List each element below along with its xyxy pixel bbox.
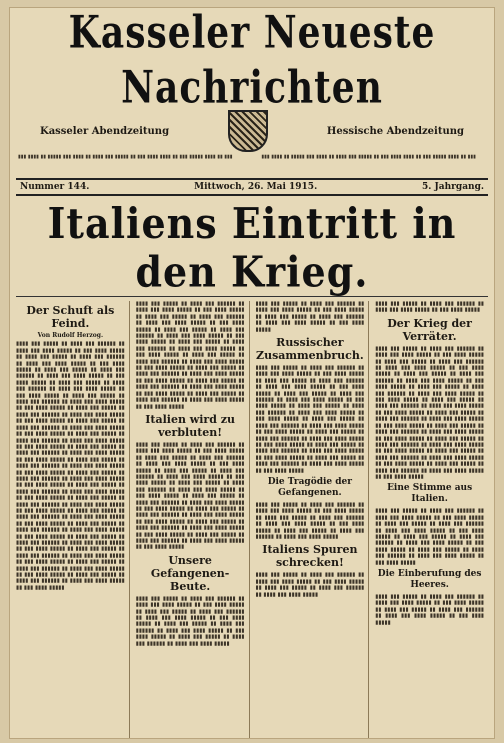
issue-number: Nummer 144. (20, 182, 90, 192)
article-title: Der Schuft als Feind. (26, 304, 115, 330)
column-4: ▮▮▮▮ ▮▮▮ ▮▮▮▮▮ ▮▮ ▮▮▮▮ ▮▮▮ ▮▮▮▮▮▮ ▮▮ ▮▮▮▮ ▮▮▮ ▮▮▮▮ ▮▮▮▮▮ ▮▮ ▮▮▮ ▮▮▮▮ ▮▮▮▮▮ Der Krieg der Verräter. ▮▮▮▮ ▮▮▮ ▮▮▮▮▮ ▮▮ ▮▮▮▮ ▮▮▮ ▮▮▮▮▮▮ ▮▮ ▮▮▮▮ ▮▮▮ ▮▮▮▮ ▮▮▮▮▮ ▮▮ ▮▮▮ ▮▮▮▮ ▮▮▮▮▮ ▮▮ ▮▮▮▮ ▮▮▮ ▮▮▮▮▮ ▮▮ ▮▮▮▮ ▮▮▮ ▮▮▮▮▮▮ ▮▮ ▮▮▮▮ ▮▮▮ ▮▮▮▮ ▮▮▮▮▮ ▮▮ ▮▮▮ ▮▮▮▮ ▮▮▮▮▮ ▮▮ ▮▮▮▮ ▮▮▮ ▮▮▮▮▮ ▮▮ ▮▮▮▮ ▮▮▮ ▮▮▮▮▮▮ ▮▮ ▮▮▮▮ ▮▮▮ ▮▮▮▮ ▮▮▮▮▮ ▮▮ ▮▮▮ ▮▮▮▮ ▮▮▮▮▮ ▮▮ ▮▮▮▮ ▮▮▮ ▮▮▮▮▮ ▮▮ ▮▮▮▮ ▮▮▮ ▮▮▮▮▮▮ ▮▮ ▮▮▮▮ ▮▮▮ ▮▮▮▮ ▮▮▮▮▮ ▮▮ ▮▮▮ ▮▮▮▮ ▮▮▮▮▮ ▮▮ ▮▮▮▮ ▮▮▮ ▮▮▮▮▮ ▮▮ ▮▮▮▮ ▮▮▮ ▮▮▮▮▮▮ ▮▮ ▮▮▮▮ ▮▮▮ ▮▮▮▮ ▮▮▮▮▮ ▮▮ ▮▮▮ ▮▮▮▮ ▮▮▮▮▮ ▮▮ ▮▮▮▮ ▮▮▮ ▮▮▮▮▮ ▮▮ ▮▮▮▮ ▮▮▮ ▮▮▮▮▮▮ ▮▮ ▮▮▮▮ ▮▮▮ ▮▮▮▮ ▮▮▮▮▮ ▮▮ ▮▮▮ ▮▮▮▮ ▮▮▮▮▮ ▮▮ ▮▮▮▮ ▮▮▮ ▮▮▮▮▮ ▮▮ ▮▮▮▮ ▮▮▮ ▮▮▮▮▮▮ ▮▮ ▮▮▮▮ ▮▮▮ ▮▮▮▮ ▮▮▮▮▮ ▮▮ ▮▮▮ ▮▮▮▮ ▮▮▮▮▮ ▮▮ ▮▮▮▮ ▮▮▮ ▮▮▮▮▮ ▮▮ ▮▮▮▮ ▮▮▮ ▮▮▮▮▮▮ ▮▮ ▮▮▮▮ ▮▮▮ ▮▮▮▮ ▮▮▮▮▮ ▮▮ ▮▮▮ ▮▮▮▮ ▮▮▮▮▮ ▮▮ ▮▮▮▮ ▮▮▮ ▮▮▮▮▮ ▮▮ ▮▮▮▮ ▮▮▮ ▮▮▮▮▮▮ ▮▮ ▮▮▮▮ ▮▮▮ ▮▮▮▮ ▮▮▮▮▮ ▮▮ ▮▮▮ ▮▮▮▮ ▮▮▮▮▮ ▮▮ ▮▮▮▮ ▮▮▮ ▮▮▮▮▮ ▮▮ ▮▮▮▮ ▮▮▮ ▮▮▮▮▮▮ ▮▮ ▮▮▮▮ ▮▮▮ ▮▮▮▮ ▮▮▮▮▮ ▮▮ ▮▮▮ ▮▮▮▮ ▮▮▮▮▮ Eine Stimme aus Italien. ▮▮▮▮ ▮▮▮ ▮▮▮▮▮ ▮▮ ▮▮▮▮ ▮▮▮ ▮▮▮▮▮▮ ▮▮ ▮▮▮▮ ▮▮▮ ▮▮▮▮ ▮▮▮▮▮ ▮▮ ▮▮▮ ▮▮▮▮ ▮▮▮▮▮ ▮▮ ▮▮▮▮ ▮▮▮ ▮▮▮▮▮ ▮▮ ▮▮▮▮ ▮▮▮ ▮▮▮▮▮▮ ▮▮ ▮▮▮▮ ▮▮▮ ▮▮▮▮ ▮▮▮▮▮ ▮▮ ▮▮▮ ▮▮▮▮ ▮▮▮▮▮ ▮▮ ▮▮▮▮ ▮▮▮ ▮▮▮▮▮ ▮▮ ▮▮▮▮ ▮▮▮ ▮▮▮▮▮▮ ▮▮ ▮▮▮▮ ▮▮▮ ▮▮▮▮ ▮▮▮▮▮ ▮▮ ▮▮▮ ▮▮▮▮ ▮▮▮▮▮ ▮▮ ▮▮▮▮ ▮▮▮ ▮▮▮▮▮ ▮▮ ▮▮▮▮ ▮▮▮ ▮▮▮▮▮▮ ▮▮ ▮▮▮▮ ▮▮▮ ▮▮▮▮ ▮▮▮▮▮ ▮▮ ▮▮▮ ▮▮▮▮ ▮▮▮▮▮ Die Einberufung des Heeres. ▮▮▮▮ ▮▮▮ ▮▮▮▮▮ ▮▮ ▮▮▮▮ ▮▮▮ ▮▮▮▮▮▮ ▮▮ ▮▮▮▮ ▮▮▮ ▮▮▮▮ ▮▮▮▮▮ ▮▮ ▮▮▮ ▮▮▮▮ ▮▮▮▮▮ ▮▮ ▮▮▮▮ ▮▮▮ ▮▮▮▮▮ ▮▮ ▮▮▮▮ ▮▮▮ ▮▮▮▮▮▮ ▮▮ ▮▮▮▮ ▮▮▮ ▮▮▮▮ ▮▮▮▮▮ ▮▮ ▮▮▮ ▮▮▮▮ ▮▮▮▮▮ (375, 301, 484, 626)
masthead-info: ▮▮▮ ▮▮▮▮ ▮▮ ▮▮▮▮▮ ▮▮▮ ▮▮▮▮ ▮▮ ▮▮▮▮ ▮▮▮ ▮▮▮▮▮ ▮▮ ▮▮▮ ▮▮▮▮ ▮▮▮▮ ▮▮ ▮▮▮ ▮▮▮▮▮ ▮▮▮▮ ▮▮ ▮▮▮ ▮▮▮ ▮▮▮▮ ▮▮ ▮▮▮▮▮ ▮▮▮ ▮▮▮▮ ▮▮ ▮▮▮▮ ▮▮▮ ▮▮▮▮▮ ▮▮ ▮▮▮ ▮▮▮▮ ▮▮▮▮ ▮▮ ▮▮▮ ▮▮▮▮▮ ▮▮▮▮ ▮▮ ▮▮▮ (18, 154, 476, 160)
article-title: Italiens Spuren schrecken! (262, 543, 358, 570)
dateline (16, 178, 488, 196)
article-title: Der Krieg der Verräter. (387, 316, 472, 343)
subtitle-right: Hessische Abendzeitung (326, 125, 464, 137)
article-body: ▮▮▮▮ ▮▮▮ ▮▮▮▮▮ ▮▮ ▮▮▮▮ ▮▮▮ ▮▮▮▮▮▮ ▮▮ ▮▮▮▮ ▮▮▮ ▮▮▮▮ ▮▮▮▮▮ ▮▮ ▮▮▮ ▮▮▮▮ ▮▮▮▮▮ ▮▮ ▮▮▮▮ ▮▮▮ ▮▮▮▮▮ ▮▮ ▮▮▮▮ ▮▮▮ ▮▮▮▮▮▮ ▮▮ ▮▮▮▮ ▮▮▮ ▮▮▮▮ ▮▮▮▮▮ ▮▮ ▮▮▮ ▮▮▮▮ ▮▮▮▮▮ ▮▮ ▮▮▮▮ ▮▮▮ ▮▮▮▮▮ ▮▮ ▮▮▮▮ ▮▮▮ ▮▮▮▮▮▮ ▮▮ ▮▮▮▮ ▮▮▮ ▮▮▮▮ ▮▮▮▮▮ ▮▮ ▮▮▮ ▮▮▮▮ ▮▮▮▮▮ ▮▮ ▮▮▮▮ ▮▮▮ ▮▮▮▮▮ ▮▮ ▮▮▮▮ ▮▮▮ ▮▮▮▮▮▮ ▮▮ ▮▮▮▮ ▮▮▮ ▮▮▮▮ ▮▮▮▮▮ ▮▮ ▮▮▮ ▮▮▮▮ ▮▮▮▮▮ ▮▮ ▮▮▮▮ ▮▮▮ ▮▮▮▮▮ ▮▮ ▮▮▮▮ ▮▮▮ ▮▮▮▮▮▮ ▮▮ ▮▮▮▮ ▮▮▮ ▮▮▮▮ ▮▮▮▮▮ ▮▮ ▮▮▮ ▮▮▮▮ ▮▮▮▮▮ ▮▮ ▮▮▮▮ ▮▮▮ ▮▮▮▮▮ ▮▮ ▮▮▮▮ ▮▮▮ ▮▮▮▮▮▮ ▮▮ ▮▮▮▮ ▮▮▮ ▮▮▮▮ ▮▮▮▮▮ ▮▮ ▮▮▮ ▮▮▮▮ ▮▮▮▮▮ ▮▮ ▮▮▮▮ ▮▮▮ ▮▮▮▮▮ ▮▮ ▮▮▮▮ ▮▮▮ ▮▮▮▮▮▮ ▮▮ ▮▮▮▮ ▮▮▮ ▮▮▮▮ ▮▮▮▮▮ ▮▮ ▮▮▮ ▮▮▮▮ ▮▮▮▮▮ ▮▮ ▮▮▮▮ ▮▮▮ ▮▮▮▮▮ ▮▮ ▮▮▮▮ ▮▮▮ ▮▮▮▮▮▮ ▮▮ ▮▮▮▮ ▮▮▮ ▮▮▮▮ ▮▮▮▮▮ ▮▮ ▮▮▮ ▮▮▮▮ ▮▮▮▮▮ ▮▮ ▮▮▮▮ ▮▮▮ ▮▮▮▮▮ ▮▮ ▮▮▮▮ ▮▮▮ ▮▮▮▮▮▮ ▮▮ ▮▮▮▮ ▮▮▮ ▮▮▮▮ ▮▮▮▮▮ ▮▮ ▮▮▮ ▮▮▮▮ ▮▮▮▮▮ ▮▮ ▮▮▮▮ ▮▮▮ ▮▮▮▮▮ ▮▮ ▮▮▮▮ ▮▮▮ ▮▮▮▮▮▮ ▮▮ ▮▮▮▮ ▮▮▮ ▮▮▮▮ ▮▮▮▮▮ ▮▮ ▮▮▮ ▮▮▮▮ ▮▮▮▮▮ ▮▮ ▮▮▮▮ ▮▮▮ ▮▮▮▮▮ ▮▮ ▮▮▮▮ ▮▮▮ ▮▮▮▮▮▮ ▮▮ ▮▮▮▮ ▮▮▮ ▮▮▮▮ ▮▮▮▮▮ ▮▮ ▮▮▮ ▮▮▮▮ ▮▮▮▮▮ ▮▮ ▮▮▮▮ ▮▮▮ ▮▮▮▮▮ ▮▮ ▮▮▮▮ ▮▮▮ ▮▮▮▮▮▮ ▮▮ ▮▮▮▮ ▮▮▮ ▮▮▮▮ ▮▮▮▮▮ ▮▮ ▮▮▮ ▮▮▮▮ ▮▮▮▮▮ ▮▮ ▮▮▮▮ ▮▮▮ ▮▮▮▮▮ ▮▮ ▮▮▮▮ ▮▮▮ ▮▮▮▮▮▮ ▮▮ ▮▮▮▮ ▮▮▮ ▮▮▮▮ ▮▮▮▮▮ ▮▮ ▮▮▮ ▮▮▮▮ ▮▮▮▮▮ ▮▮ ▮▮▮▮ ▮▮▮ ▮▮▮▮▮ ▮▮ ▮▮▮▮ ▮▮▮ ▮▮▮▮▮▮ ▮▮ ▮▮▮▮ ▮▮▮ ▮▮▮▮ ▮▮▮▮▮ ▮▮ ▮▮▮ ▮▮▮▮ ▮▮▮▮▮ ▮▮ ▮▮▮▮ ▮▮▮ ▮▮▮▮▮ ▮▮ ▮▮▮▮ ▮▮▮ ▮▮▮▮▮▮ ▮▮ ▮▮▮▮ ▮▮▮ ▮▮▮▮ ▮▮▮▮▮ ▮▮ ▮▮▮ ▮▮▮▮ ▮▮▮▮▮ ▮▮ ▮▮▮▮ ▮▮▮ ▮▮▮▮▮ ▮▮ ▮▮▮▮ ▮▮▮ ▮▮▮▮▮▮ ▮▮ ▮▮▮▮ ▮▮▮ ▮▮▮▮ ▮▮▮▮▮ ▮▮ ▮▮▮ ▮▮▮▮ ▮▮▮▮▮ ▮▮ ▮▮▮▮ ▮▮▮ ▮▮▮▮▮ ▮▮ ▮▮▮▮ ▮▮▮ ▮▮▮▮▮▮ ▮▮ ▮▮▮▮ ▮▮▮ ▮▮▮▮ ▮▮▮▮▮ ▮▮ ▮▮▮ ▮▮▮▮ ▮▮▮▮▮ ▮▮ ▮▮▮▮ ▮▮▮ ▮▮▮▮▮ ▮▮ ▮▮▮▮ ▮▮▮ ▮▮▮▮▮▮ ▮▮ ▮▮▮▮ ▮▮▮ ▮▮▮▮ ▮▮▮▮▮ ▮▮ ▮▮▮ ▮▮▮▮ ▮▮▮▮▮ ▮▮ ▮▮▮▮ ▮▮▮ ▮▮▮▮▮ ▮▮ ▮▮▮▮ ▮▮▮ ▮▮▮▮▮▮ ▮▮ ▮▮▮▮ ▮▮▮ ▮▮▮▮ ▮▮▮▮▮ ▮▮ ▮▮▮ ▮▮▮▮ ▮▮▮▮▮ (16, 341, 125, 591)
masthead-subtitle-row (10, 110, 494, 152)
volume-year: 5. Jahrgang. (422, 182, 484, 192)
coat-of-arms-icon (228, 110, 268, 152)
article-title: Die Einberufung des Heeres. (377, 569, 482, 590)
article-kicker: Von Rudolf Herzog. (37, 332, 104, 339)
subtitle-left: Kasseler Abendzeitung (40, 125, 170, 137)
article-title: Italien wird zu verbluten! (145, 412, 235, 439)
article-title: Eine Stimme aus Italien. (387, 483, 473, 505)
masthead-title: Kasseler Neueste Nachrichten (68, 8, 436, 114)
column-1 (16, 301, 130, 738)
article-title: Russischer Zusammenbruch. (256, 336, 364, 363)
newspaper-page (10, 8, 494, 738)
article-title: Unsere Gefangenen-Beute. (150, 553, 230, 593)
article-title: Die Tragödie der Gefangenen. (267, 476, 353, 498)
issue-date: Mittwoch, 26. Mai 1915. (194, 182, 318, 192)
column-2: ▮▮▮▮ ▮▮▮ ▮▮▮▮▮ ▮▮ ▮▮▮▮ ▮▮▮ ▮▮▮▮▮▮ ▮▮ ▮▮▮▮ ▮▮▮ ▮▮▮▮ ▮▮▮▮▮ ▮▮ ▮▮▮ ▮▮▮▮ ▮▮▮▮▮ ▮▮ ▮▮▮▮ ▮▮▮ ▮▮▮▮▮ ▮▮ ▮▮▮▮ ▮▮▮ ▮▮▮▮▮▮ ▮▮ ▮▮▮▮ ▮▮▮ ▮▮▮▮ ▮▮▮▮▮ ▮▮ ▮▮▮ ▮▮▮▮ ▮▮▮▮▮ ▮▮ ▮▮▮▮ ▮▮▮ ▮▮▮▮▮ ▮▮ ▮▮▮▮ ▮▮▮ ▮▮▮▮▮▮ ▮▮ ▮▮▮▮ ▮▮▮ ▮▮▮▮ ▮▮▮▮▮ ▮▮ ▮▮▮ ▮▮▮▮ ▮▮▮▮▮ ▮▮ ▮▮▮▮ ▮▮▮ ▮▮▮▮▮ ▮▮ ▮▮▮▮ ▮▮▮ ▮▮▮▮▮▮ ▮▮ ▮▮▮▮ ▮▮▮ ▮▮▮▮ ▮▮▮▮▮ ▮▮ ▮▮▮ ▮▮▮▮ ▮▮▮▮▮ ▮▮ ▮▮▮▮ ▮▮▮ ▮▮▮▮▮ ▮▮ ▮▮▮▮ ▮▮▮ ▮▮▮▮▮▮ ▮▮ ▮▮▮▮ ▮▮▮ ▮▮▮▮ ▮▮▮▮▮ ▮▮ ▮▮▮ ▮▮▮▮ ▮▮▮▮▮ ▮▮ ▮▮▮▮ ▮▮▮ ▮▮▮▮▮ ▮▮ ▮▮▮▮ ▮▮▮ ▮▮▮▮▮▮ ▮▮ ▮▮▮▮ ▮▮▮ ▮▮▮▮ ▮▮▮▮▮ ▮▮ ▮▮▮ ▮▮▮▮ ▮▮▮▮▮ ▮▮ ▮▮▮▮ ▮▮▮ ▮▮▮▮▮ ▮▮ ▮▮▮▮ ▮▮▮ ▮▮▮▮▮▮ ▮▮ ▮▮▮▮ ▮▮▮ ▮▮▮▮ ▮▮▮▮▮ ▮▮ ▮▮▮ ▮▮▮▮ ▮▮▮▮▮ ▮▮ ▮▮▮▮ ▮▮▮ ▮▮▮▮▮ ▮▮ ▮▮▮▮ ▮▮▮ ▮▮▮▮▮▮ ▮▮ ▮▮▮▮ ▮▮▮ ▮▮▮▮ ▮▮▮▮▮ ▮▮ ▮▮▮ ▮▮▮▮ ▮▮▮▮▮ Italien wird zu verbluten! ▮▮▮▮ ▮▮▮ ▮▮▮▮▮ ▮▮ ▮▮▮▮ ▮▮▮ ▮▮▮▮▮▮ ▮▮ ▮▮▮▮ ▮▮▮ ▮▮▮▮ ▮▮▮▮▮ ▮▮ ▮▮▮ ▮▮▮▮ ▮▮▮▮▮ ▮▮ ▮▮▮▮ ▮▮▮ ▮▮▮▮▮ ▮▮ ▮▮▮▮ ▮▮▮ ▮▮▮▮▮▮ ▮▮ ▮▮▮▮ ▮▮▮ ▮▮▮▮ ▮▮▮▮▮ ▮▮ ▮▮▮ ▮▮▮▮ ▮▮▮▮▮ ▮▮ ▮▮▮▮ ▮▮▮ ▮▮▮▮▮ ▮▮ ▮▮▮▮ ▮▮▮ ▮▮▮▮▮▮ ▮▮ ▮▮▮▮ ▮▮▮ ▮▮▮▮ ▮▮▮▮▮ ▮▮ ▮▮▮ ▮▮▮▮ ▮▮▮▮▮ ▮▮ ▮▮▮▮ ▮▮▮ ▮▮▮▮▮ ▮▮ ▮▮▮▮ ▮▮▮ ▮▮▮▮▮▮ ▮▮ ▮▮▮▮ ▮▮▮ ▮▮▮▮ ▮▮▮▮▮ ▮▮ ▮▮▮ ▮▮▮▮ ▮▮▮▮▮ ▮▮ ▮▮▮▮ ▮▮▮ ▮▮▮▮▮ ▮▮ ▮▮▮▮ ▮▮▮ ▮▮▮▮▮▮ ▮▮ ▮▮▮▮ ▮▮▮ ▮▮▮▮ ▮▮▮▮▮ ▮▮ ▮▮▮ ▮▮▮▮ ▮▮▮▮▮ ▮▮ ▮▮▮▮ ▮▮▮ ▮▮▮▮▮ ▮▮ ▮▮▮▮ ▮▮▮ ▮▮▮▮▮▮ ▮▮ ▮▮▮▮ ▮▮▮ ▮▮▮▮ ▮▮▮▮▮ ▮▮ ▮▮▮ ▮▮▮▮ ▮▮▮▮▮ ▮▮ ▮▮▮▮ ▮▮▮ ▮▮▮▮▮ ▮▮ ▮▮▮▮ ▮▮▮ ▮▮▮▮▮▮ ▮▮ ▮▮▮▮ ▮▮▮ ▮▮▮▮ ▮▮▮▮▮ ▮▮ ▮▮▮ ▮▮▮▮ ▮▮▮▮▮ ▮▮ ▮▮▮▮ ▮▮▮ ▮▮▮▮▮ ▮▮ ▮▮▮▮ ▮▮▮ ▮▮▮▮▮▮ ▮▮ ▮▮▮▮ ▮▮▮ ▮▮▮▮ ▮▮▮▮▮ ▮▮ ▮▮▮ ▮▮▮▮ ▮▮▮▮▮ Unsere Gefangenen-Beute. ▮▮▮▮ ▮▮▮ ▮▮▮▮▮ ▮▮ ▮▮▮▮ ▮▮▮ ▮▮▮▮▮▮ ▮▮ ▮▮▮▮ ▮▮▮ ▮▮▮▮ ▮▮▮▮▮ ▮▮ ▮▮▮ ▮▮▮▮ ▮▮▮▮▮ ▮▮ ▮▮▮▮ ▮▮▮ ▮▮▮▮▮ ▮▮ ▮▮▮▮ ▮▮▮ ▮▮▮▮▮▮ ▮▮ ▮▮▮▮ ▮▮▮ ▮▮▮▮ ▮▮▮▮▮ ▮▮ ▮▮▮ ▮▮▮▮ ▮▮▮▮▮ ▮▮ ▮▮▮▮ ▮▮▮ ▮▮▮▮▮ ▮▮ ▮▮▮▮ ▮▮▮ ▮▮▮▮▮▮ ▮▮ ▮▮▮▮ ▮▮▮ ▮▮▮▮ ▮▮▮▮▮ ▮▮ ▮▮▮ ▮▮▮▮ ▮▮▮▮▮ ▮▮ ▮▮▮▮ ▮▮▮ ▮▮▮▮▮ ▮▮ ▮▮▮▮ ▮▮▮ ▮▮▮▮▮▮ ▮▮ ▮▮▮▮ ▮▮▮ ▮▮▮▮ ▮▮▮▮▮ (136, 301, 250, 738)
main-headline: Italiens Eintritt in den Krieg. (47, 198, 457, 297)
column-3: ▮▮▮▮ ▮▮▮ ▮▮▮▮▮ ▮▮ ▮▮▮▮ ▮▮▮ ▮▮▮▮▮▮ ▮▮ ▮▮▮▮ ▮▮▮ ▮▮▮▮ ▮▮▮▮▮ ▮▮ ▮▮▮ ▮▮▮▮ ▮▮▮▮▮ ▮▮ ▮▮▮▮ ▮▮▮ ▮▮▮▮▮ ▮▮ ▮▮▮▮ ▮▮▮ ▮▮▮▮▮▮ ▮▮ ▮▮▮▮ ▮▮▮ ▮▮▮▮ ▮▮▮▮▮ ▮▮ ▮▮▮ ▮▮▮▮ ▮▮▮▮▮ Russischer Zusammenbruch. ▮▮▮▮ ▮▮▮ ▮▮▮▮▮ ▮▮ ▮▮▮▮ ▮▮▮ ▮▮▮▮▮▮ ▮▮ ▮▮▮▮ ▮▮▮ ▮▮▮▮ ▮▮▮▮▮ ▮▮ ▮▮▮ ▮▮▮▮ ▮▮▮▮▮ ▮▮ ▮▮▮▮ ▮▮▮ ▮▮▮▮▮ ▮▮ ▮▮▮▮ ▮▮▮ ▮▮▮▮▮▮ ▮▮ ▮▮▮▮ ▮▮▮ ▮▮▮▮ ▮▮▮▮▮ ▮▮ ▮▮▮ ▮▮▮▮ ▮▮▮▮▮ ▮▮ ▮▮▮▮ ▮▮▮ ▮▮▮▮▮ ▮▮ ▮▮▮▮ ▮▮▮ ▮▮▮▮▮▮ ▮▮ ▮▮▮▮ ▮▮▮ ▮▮▮▮ ▮▮▮▮▮ ▮▮ ▮▮▮ ▮▮▮▮ ▮▮▮▮▮ ▮▮ ▮▮▮▮ ▮▮▮ ▮▮▮▮▮ ▮▮ ▮▮▮▮ ▮▮▮ ▮▮▮▮▮▮ ▮▮ ▮▮▮▮ ▮▮▮ ▮▮▮▮ ▮▮▮▮▮ ▮▮ ▮▮▮ ▮▮▮▮ ▮▮▮▮▮ ▮▮ ▮▮▮▮ ▮▮▮ ▮▮▮▮▮ ▮▮ ▮▮▮▮ ▮▮▮ ▮▮▮▮▮▮ ▮▮ ▮▮▮▮ ▮▮▮ ▮▮▮▮ ▮▮▮▮▮ ▮▮ ▮▮▮ ▮▮▮▮ ▮▮▮▮▮ ▮▮ ▮▮▮▮ ▮▮▮ ▮▮▮▮▮ ▮▮ ▮▮▮▮ ▮▮▮ ▮▮▮▮▮▮ ▮▮ ▮▮▮▮ ▮▮▮ ▮▮▮▮ ▮▮▮▮▮ ▮▮ ▮▮▮ ▮▮▮▮ ▮▮▮▮▮ ▮▮ ▮▮▮▮ ▮▮▮ ▮▮▮▮▮ ▮▮ ▮▮▮▮ ▮▮▮ ▮▮▮▮▮▮ ▮▮ ▮▮▮▮ ▮▮▮ ▮▮▮▮ ▮▮▮▮▮ ▮▮ ▮▮▮ ▮▮▮▮ ▮▮▮▮▮ ▮▮ ▮▮▮▮ ▮▮▮ ▮▮▮▮▮ ▮▮ ▮▮▮▮ ▮▮▮ ▮▮▮▮▮▮ ▮▮ ▮▮▮▮ ▮▮▮ ▮▮▮▮ ▮▮▮▮▮ ▮▮ ▮▮▮ ▮▮▮▮ ▮▮▮▮▮ Die Tragödie der Gefangenen. ▮▮▮▮ ▮▮▮ ▮▮▮▮▮ ▮▮ ▮▮▮▮ ▮▮▮ ▮▮▮▮▮▮ ▮▮ ▮▮▮▮ ▮▮▮ ▮▮▮▮ ▮▮▮▮▮ ▮▮ ▮▮▮ ▮▮▮▮ ▮▮▮▮▮ ▮▮ ▮▮▮▮ ▮▮▮ ▮▮▮▮▮ ▮▮ ▮▮▮▮ ▮▮▮ ▮▮▮▮▮▮ ▮▮ ▮▮▮▮ ▮▮▮ ▮▮▮▮ ▮▮▮▮▮ ▮▮ ▮▮▮ ▮▮▮▮ ▮▮▮▮▮ ▮▮ ▮▮▮▮ ▮▮▮ ▮▮▮▮▮ ▮▮ ▮▮▮▮ ▮▮▮ ▮▮▮▮▮▮ ▮▮ ▮▮▮▮ ▮▮▮ ▮▮▮▮ ▮▮▮▮▮ Italiens Spuren schrecken! ▮▮▮▮ ▮▮▮ ▮▮▮▮▮ ▮▮ ▮▮▮▮ ▮▮▮ ▮▮▮▮▮▮ ▮▮ ▮▮▮▮ ▮▮▮ ▮▮▮▮ ▮▮▮▮▮ ▮▮ ▮▮▮ ▮▮▮▮ ▮▮▮▮▮ ▮▮ ▮▮▮▮ ▮▮▮ ▮▮▮▮▮ ▮▮ ▮▮▮▮ ▮▮▮ ▮▮▮▮▮▮ ▮▮ ▮▮▮▮ ▮▮▮ ▮▮▮▮ ▮▮▮▮▮ (256, 301, 370, 738)
article-columns (10, 297, 494, 738)
